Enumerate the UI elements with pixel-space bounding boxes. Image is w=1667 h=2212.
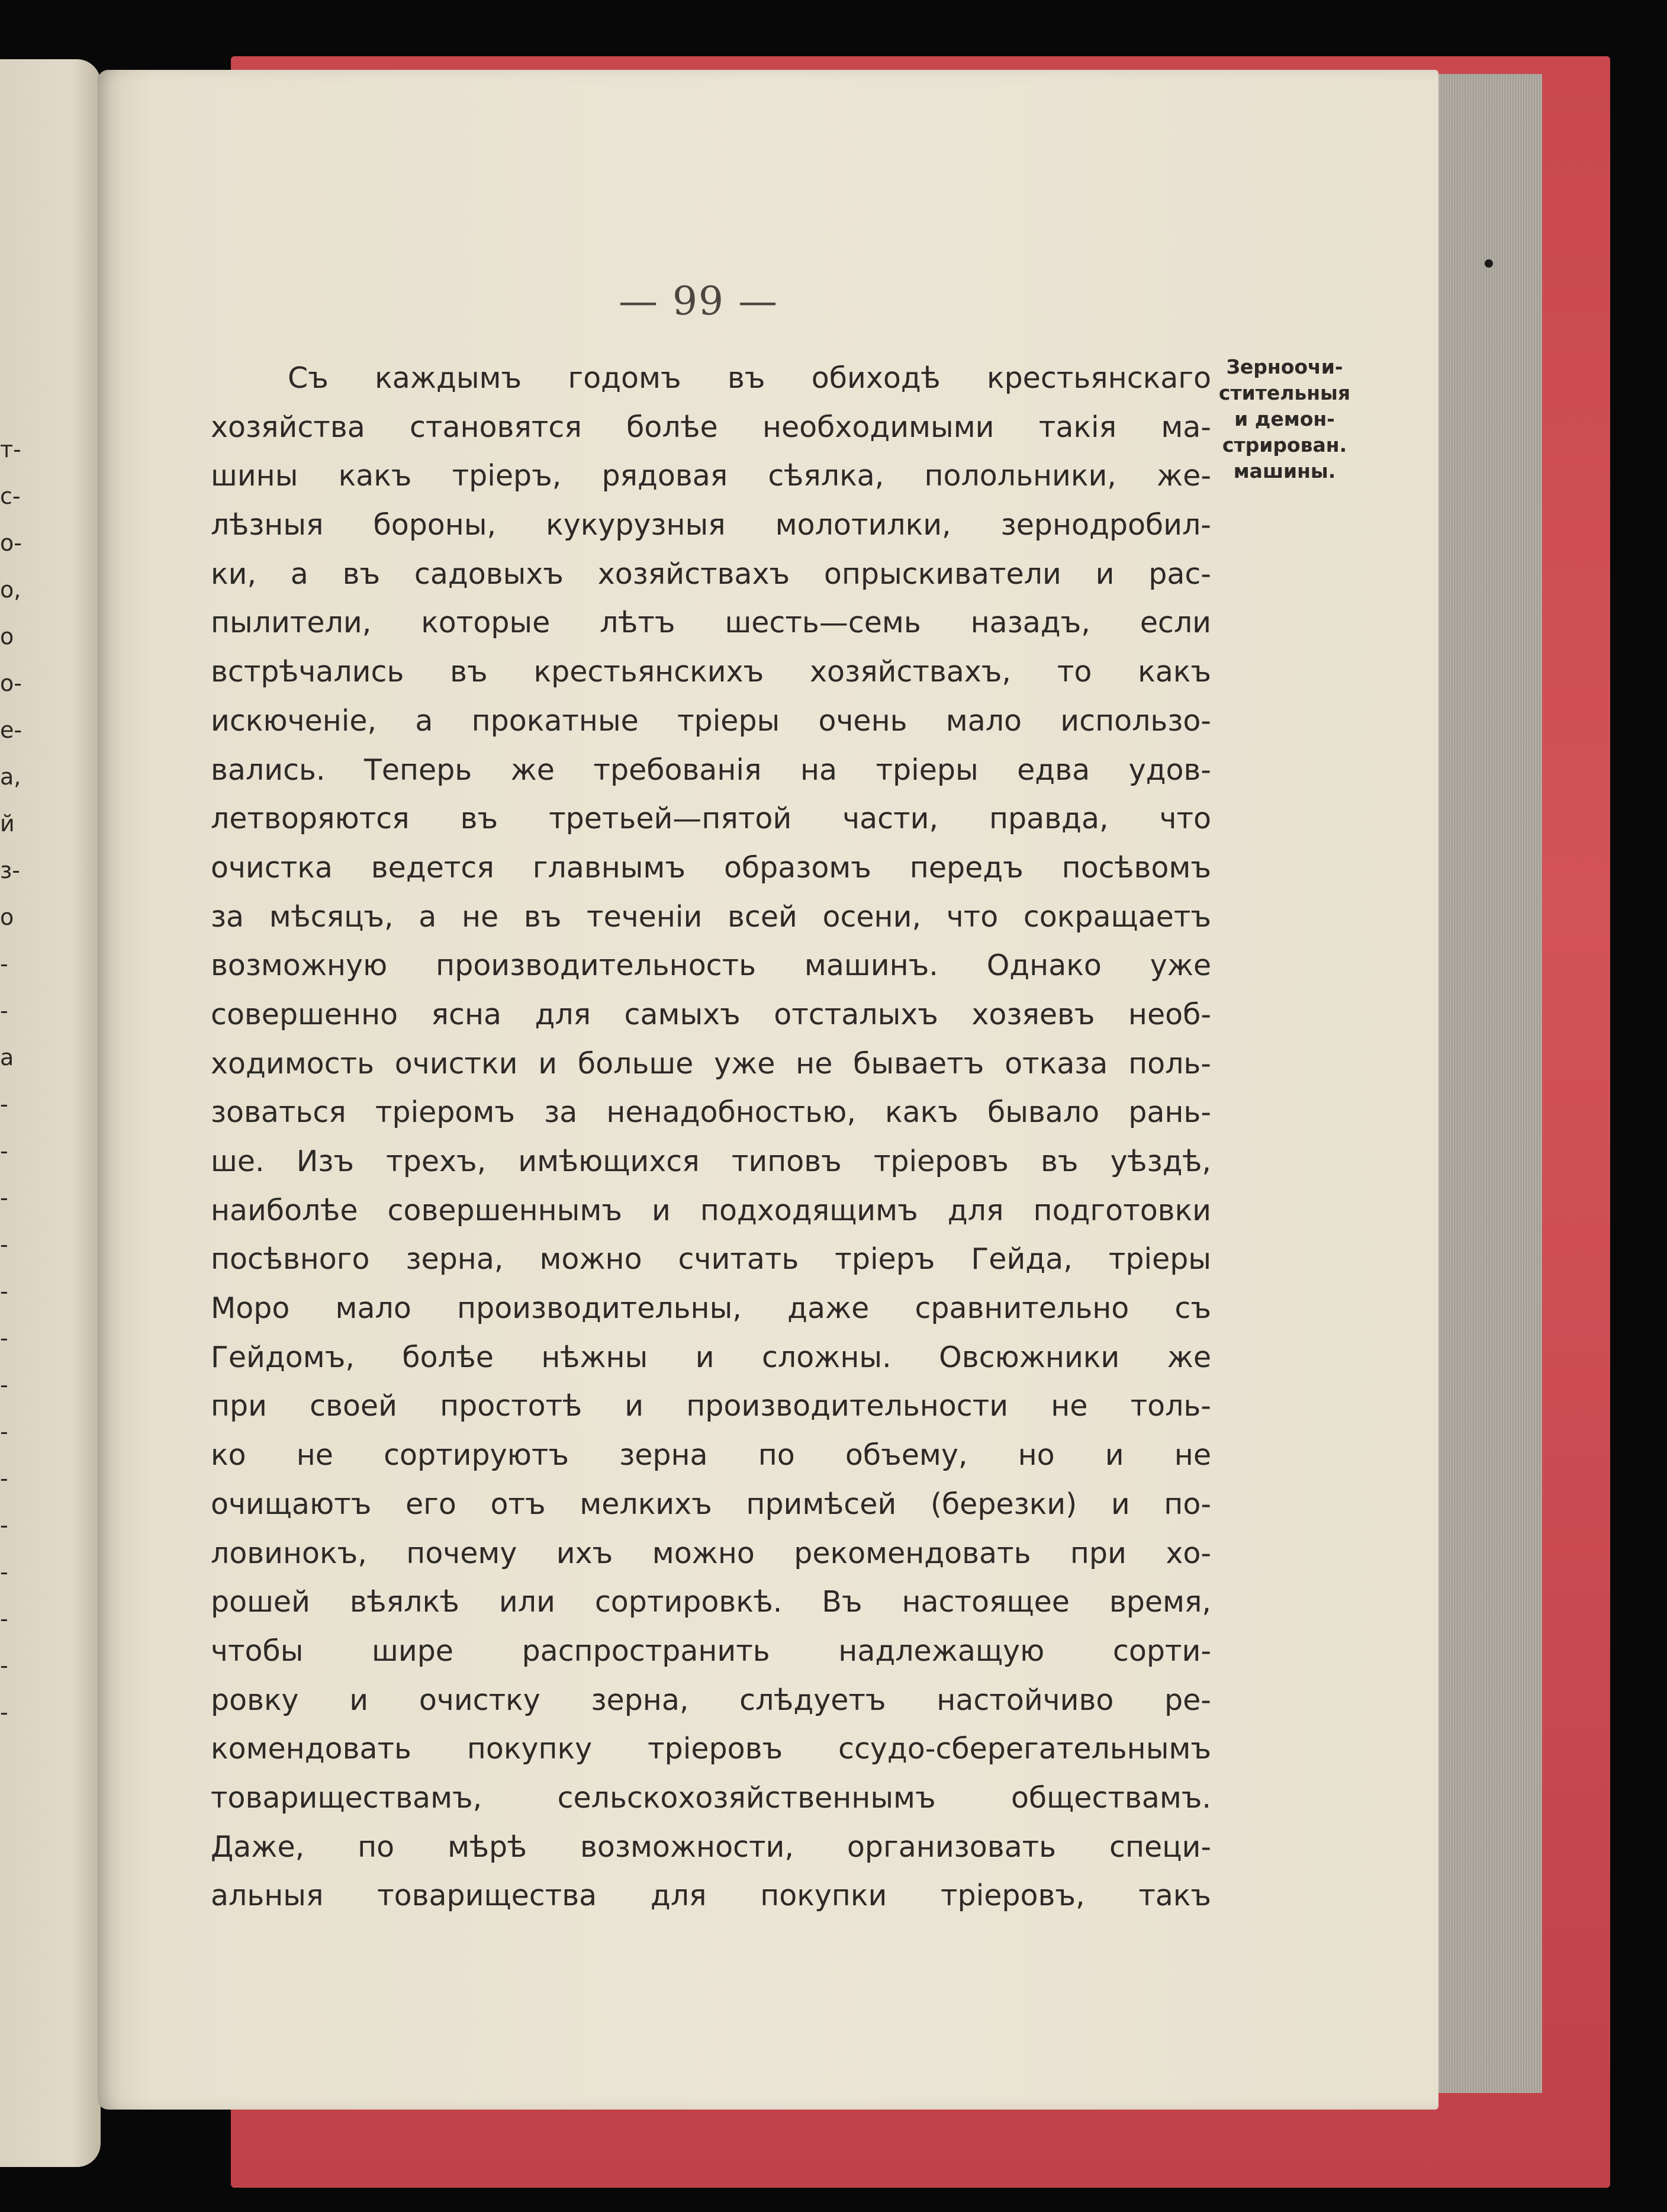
previous-page-fragment: - [0,1138,8,1164]
text-line: ше. Изъ трехъ, имѣющихся типовъ тріеровъ въ уѣздѣ, [211,1144,1211,1178]
previous-page-fragment: - [0,1559,8,1585]
text-line: наиболѣе совершеннымъ и подходящимъ для подготовки [211,1193,1211,1227]
text-line: пылители, которые лѣтъ шесть—семь назадъ, если [211,606,1211,640]
previous-page-fragment: о, [0,577,21,603]
previous-page-fragment: - [0,1606,8,1632]
text-line: альныя товарищества для покупки тріеровъ, такъ [211,1879,1211,1913]
previous-page-fragment: а [0,1044,14,1070]
text-line: ко не сортируютъ зерна по объему, но и не [211,1438,1211,1472]
previous-page-fragment: - [0,1091,8,1117]
previous-page-fragment: - [0,1185,8,1211]
text-line: ловинокъ, почему ихъ можно рекомендовать при хо- [211,1536,1211,1570]
text-line: Даже, по мѣрѣ возможности, организовать специ- [211,1830,1211,1864]
previous-page-fragment: о- [0,670,22,696]
text-line: совершенно ясна для самыхъ отсталыхъ хозяевъ необ- [211,997,1211,1031]
text-line: комендовать покупку тріеровъ ссудо-сберегательнымъ [211,1732,1211,1766]
text-line: вались. Теперь же требованія на тріеры едва удов- [211,753,1211,787]
previous-page-fragment: о [0,904,14,930]
text-line: ки, а въ садовыхъ хозяйствахъ опрыскиватели и рас- [211,557,1211,591]
text-line: летворяются въ третьей—пятой части, правда, что [211,802,1211,836]
previous-page-fragment: - [0,1512,8,1538]
text-line: Съ каждымъ годомъ въ обиходѣ крестьянскаго [288,361,1211,395]
previous-page-fragment: - [0,1232,8,1258]
margin-note [1211,354,1359,484]
previous-page-fragment: з- [0,857,20,883]
text-line: шины какъ тріеръ, рядовая сѣялка, полольники, же- [211,459,1211,493]
previous-page-fragment: о [0,623,14,650]
previous-page-fragment: й [0,811,15,837]
text-line: лѣзныя бороны, кукурузныя молотилки, зернодробил- [211,508,1211,542]
text-line: ровку и очистку зерна, слѣдуетъ настойчиво ре- [211,1683,1211,1717]
body-text [211,354,1211,1921]
text-line: рошей вѣялкѣ или сортировкѣ. Въ настоящее время, [211,1585,1211,1619]
previous-page-fragment: т- [0,436,21,462]
text-line: возможную производительность машинъ. Однако уже [211,949,1211,983]
previous-page-fragment: - [0,1652,8,1679]
page-number: — 99 — [619,278,778,324]
text-line: Гейдомъ, болѣе нѣжны и сложны. Овсюжники же [211,1340,1211,1374]
text-line: посѣвного зерна, можно считать тріеръ Гейда, тріеры [211,1242,1211,1277]
previous-page-fragment: - [0,1278,8,1304]
previous-page-fragment: о- [0,530,22,556]
text-line: при своей простотѣ и производительности не толь- [211,1389,1211,1423]
previous-page-fragment: - [0,1419,8,1445]
previous-page-fragment: - [0,1325,8,1351]
text-line: искюченіе, а прокатные тріеры очень мало использо- [211,703,1211,738]
text-line: очистка ведется главнымъ образомъ передъ посѣвомъ [211,850,1211,885]
text-line: Моро мало производительны, даже сравнительно съ [211,1291,1211,1326]
previous-page [0,59,101,2167]
text-line: за мѣсяцъ, а не въ теченіи всей осени, что сокращаетъ [211,899,1211,934]
previous-page-fragment: с- [0,483,21,509]
previous-page-fragment: - [0,1465,8,1491]
previous-page-fragment: - [0,1372,8,1398]
margin-note-line: машины. [1233,459,1336,483]
text-line: зоваться тріеромъ за ненадобностью, какъ бывало рань- [211,1095,1211,1130]
previous-page-fragment: - [0,1699,8,1725]
previous-page-fragment: а, [0,764,21,790]
text-line: хозяйства становятся болѣе необходимыми такія ма- [211,410,1211,444]
text-line: очищаютъ его отъ мелкихъ примѣсей (березки) и по- [211,1487,1211,1521]
margin-note-line: стрирован. [1222,433,1347,456]
previous-page-fragment: е- [0,717,22,743]
margin-note-line: и демон- [1234,407,1335,430]
previous-page-fragment: - [0,998,8,1024]
text-line: товариществамъ, сельскохозяйственнымъ обществамъ. [211,1780,1211,1815]
previous-page-text-fragments [0,426,24,1736]
ink-speck [1485,259,1493,268]
margin-note-line: стительныя [1218,381,1351,404]
previous-page-fragment: - [0,951,8,977]
text-line: чтобы шире распространить надлежащую сорти- [211,1634,1211,1668]
margin-note-line: Зерноочи- [1226,355,1343,378]
page-block-edge [1433,74,1542,2093]
text-line: ходимость очистки и больше уже не бываетъ отказа поль- [211,1046,1211,1081]
text-line: встрѣчались въ крестьянскихъ хозяйствахъ, то какъ [211,655,1211,689]
